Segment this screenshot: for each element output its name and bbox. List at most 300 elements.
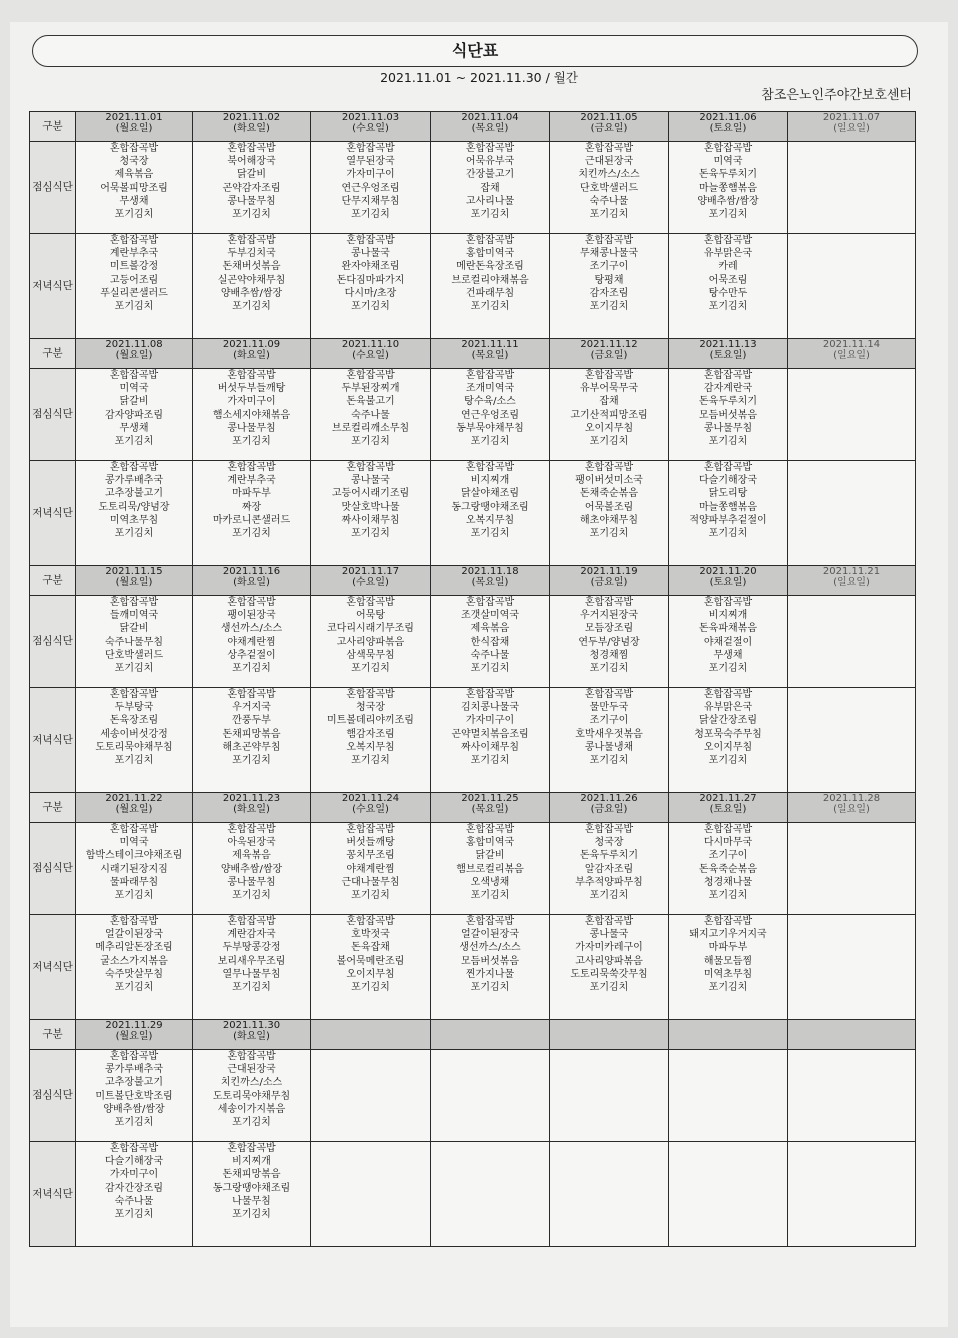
menu-item: 연근우엉조림: [461, 409, 519, 421]
menu-item: 포기김치: [708, 663, 748, 675]
day-date: 2021.11.29: [105, 1020, 163, 1031]
menu-item: 해물모듬찜: [703, 955, 753, 967]
day-weekday: (금요일): [590, 577, 628, 588]
menu-item: 동그랑땡야채조림: [212, 1182, 291, 1194]
dinner-label: 저녁식단: [30, 234, 76, 339]
menu-item: 콩나물국: [589, 929, 629, 941]
menu-item: 브로컬리깨소무침: [331, 422, 410, 434]
menu-item: 혼합잡곡밥: [703, 597, 753, 608]
menu-item: 가자미구이: [109, 1169, 159, 1181]
menu-item: 가자미구이: [346, 169, 395, 181]
menu-item: 어묵볼피망조림: [100, 182, 168, 194]
day-date: 2021.11.04: [461, 112, 519, 123]
menu-item: 포기김치: [351, 755, 390, 767]
day-weekday: (일요일): [833, 577, 870, 588]
menu-item: 볼어묵메란조림: [336, 955, 405, 967]
menu-item: 비지찌개: [708, 610, 748, 622]
menu-item: 마카로니콘샐러드: [212, 514, 291, 526]
menu-item: 닭살야채조림: [461, 488, 519, 500]
menu-item: 동부묵야채무침: [456, 422, 524, 434]
dinner-menu-cell: [550, 915, 669, 1020]
menu-item: 두부탕국: [114, 702, 154, 714]
lunch-label: 점심식단: [30, 142, 76, 234]
menu-item: 혼합잡곡밥: [703, 824, 753, 835]
menu-item: 혼합잡곡밥: [109, 916, 159, 927]
menu-item: 깐풍두부: [232, 715, 271, 727]
dinner-menu-cell: [669, 1142, 788, 1247]
menu-item: 포기김치: [470, 209, 510, 221]
menu-item: 돈채피망볶음: [222, 728, 281, 740]
menu-item: 포기김치: [114, 301, 154, 313]
menu-item: 오이지무침: [346, 968, 395, 980]
menu-item: 나물무침: [232, 1195, 271, 1207]
menu-item: 얼갈이된장국: [461, 929, 519, 941]
lunch-menu-cell: [550, 596, 669, 688]
menu-item: 한식잡채: [470, 636, 510, 648]
menu-item: 포기김치: [589, 982, 629, 994]
menu-item: 홍합미역국: [465, 248, 515, 260]
day-weekday: (금요일): [590, 123, 628, 134]
menu-item: 고사리양파볶음: [575, 955, 643, 967]
menu-item: 미트볼강정: [109, 261, 159, 273]
dinner-menu-cell: [76, 234, 193, 339]
menu-item: 메추리알돈장조림: [95, 942, 173, 954]
menu-item: 연두부/양념장: [578, 636, 640, 648]
menu-item: 포기김치: [589, 755, 629, 767]
menu-item: 굴소스가지볶음: [100, 955, 168, 967]
day-date: 2021.11.13: [699, 339, 757, 350]
day-header: [193, 793, 311, 823]
date-period: 2021.11.01 ~ 2021.11.30 / 월간: [380, 70, 578, 85]
menu-item: 숙주나물: [351, 409, 390, 421]
menu-item: 혼합잡곡밥: [109, 235, 159, 246]
day-header: [788, 112, 916, 142]
day-date: 2021.11.14: [822, 339, 881, 350]
dinner-menu-cell: [550, 234, 669, 339]
day-weekday: (월요일): [115, 123, 153, 134]
day-date: 2021.11.03: [341, 112, 400, 123]
lunch-menu-cell: [669, 369, 788, 461]
day-weekday: (일요일): [833, 804, 870, 815]
section-label: 구분: [30, 112, 76, 142]
menu-item: 혼합잡곡밥: [465, 370, 515, 381]
menu-item: 돈육두루치기: [580, 850, 638, 862]
lunch-menu-cell: [431, 823, 550, 915]
menu-item: 비지찌개: [232, 1156, 271, 1168]
day-date: 2021.11.23: [222, 793, 281, 804]
lunch-label: 점심식단: [30, 369, 76, 461]
menu-item: 혼합잡곡밥: [227, 370, 276, 381]
menu-item: 단호박샐러드: [105, 649, 163, 661]
lunch-menu-cell: [193, 142, 311, 234]
lunch-menu-cell: [669, 1050, 788, 1142]
menu-item: 탕평채: [594, 274, 624, 286]
menu-item: 포기김치: [708, 982, 748, 994]
day-date: 2021.11.09: [222, 339, 281, 350]
day-header: [669, 112, 788, 142]
menu-item: 혼합잡곡밥: [109, 597, 159, 608]
menu-item: 탕수만두: [708, 287, 748, 299]
day-header: [788, 566, 916, 596]
menu-item: 햄감자조림: [346, 728, 395, 740]
day-header: [550, 112, 669, 142]
menu-item: 실곤약야채무침: [217, 274, 286, 286]
lunch-menu-cell: [550, 369, 669, 461]
menu-item: 미트볼단호박조림: [95, 1090, 173, 1102]
dinner-menu-cell: [431, 1142, 550, 1247]
menu-item: 삼색묵무침: [346, 649, 395, 661]
week-header-row: [30, 793, 916, 823]
menu-item: 콩가루배추국: [105, 475, 163, 487]
menu-item: 양배추쌈/쌈장: [220, 287, 283, 299]
menu-item: 아욱된장국: [227, 837, 276, 849]
menu-item: 어묵유부국: [465, 156, 515, 168]
menu-item: 유부맑은국: [703, 702, 753, 714]
day-header: [788, 1020, 916, 1050]
menu-item: 포기김치: [114, 209, 154, 221]
menu-item: 혼합잡곡밥: [346, 916, 395, 927]
menu-item: 포기김치: [589, 209, 629, 221]
lunch-menu-cell: [788, 596, 916, 688]
dinner-menu-cell: [788, 915, 916, 1020]
day-header: [431, 112, 550, 142]
menu-item: 고추장불고기: [105, 1077, 163, 1089]
menu-item: 미역초무침: [109, 514, 159, 526]
menu-item: 혼합잡곡밥: [109, 824, 159, 835]
menu-item: 완자야채조림: [341, 261, 400, 273]
menu-item: 근대된장국: [584, 156, 634, 168]
day-weekday: (토요일): [709, 577, 747, 588]
menu-item: 혼합잡곡밥: [346, 689, 395, 700]
dinner-label: 저녁식단: [30, 688, 76, 793]
day-weekday: (월요일): [115, 1031, 153, 1042]
menu-item: 탕수육/소스: [464, 396, 516, 408]
day-weekday: (화요일): [233, 804, 270, 815]
menu-item: 다시마/초장: [344, 287, 397, 299]
menu-item: 야채계란찜: [227, 636, 276, 648]
menu-item: 마늘쫑햄볶음: [699, 182, 757, 194]
menu-item: 포기김치: [114, 890, 154, 902]
day-date: 2021.11.01: [105, 112, 163, 123]
dinner-menu-cell: [193, 1142, 311, 1247]
menu-item: 감자조림: [589, 287, 629, 299]
day-weekday: (화요일): [233, 1031, 270, 1042]
menu-item: 가자미카레구이: [575, 942, 643, 954]
menu-item: 단무지채무침: [341, 195, 400, 207]
menu-item: 호박젓국: [351, 929, 390, 941]
menu-table: [29, 111, 916, 1247]
menu-item: 곤약멸치볶음조림: [451, 728, 529, 740]
lunch-menu-cell: [76, 1050, 193, 1142]
menu-item: 모듬버섯볶음: [699, 409, 757, 421]
day-weekday: (화요일): [233, 577, 270, 588]
menu-item: 꽁치무조림: [346, 850, 395, 862]
menu-item: 포기김치: [232, 755, 271, 767]
day-header: [550, 339, 669, 369]
menu-item: 콩나물국: [351, 248, 390, 260]
menu-item: 팽이버섯미소국: [575, 475, 643, 487]
menu-item: 열무된장국: [346, 156, 395, 168]
menu-item: 감자간장조림: [105, 1182, 163, 1194]
menu-item: 계란부추국: [227, 475, 276, 487]
menu-item: 혼합잡곡밥: [584, 916, 634, 927]
menu-item: 버섯두부들깨탕: [217, 383, 286, 395]
menu-item: 포기김치: [708, 301, 748, 313]
menu-item: 포기김치: [708, 890, 748, 902]
lunch-row: [30, 142, 916, 234]
menu-item: 도토리묵야채무침: [95, 741, 173, 753]
menu-item: 혼합잡곡밥: [703, 916, 753, 927]
menu-item: 브로컬리야채볶음: [451, 274, 529, 286]
day-header: [550, 793, 669, 823]
menu-item: 무생채: [119, 422, 149, 434]
menu-item: 혼합잡곡밥: [346, 370, 395, 381]
day-date: 2021.11.07: [822, 112, 881, 123]
menu-item: 짜사이채무침: [341, 514, 400, 526]
section-label: 구분: [30, 793, 76, 823]
menu-item: 양배추쌈/쌈장: [697, 195, 759, 207]
day-date: 2021.11.21: [822, 566, 881, 577]
menu-item: 간장불고기: [465, 169, 515, 181]
menu-item: 혼합잡곡밥: [227, 916, 276, 927]
day-date: 2021.11.28: [822, 793, 881, 804]
section-label: 구분: [30, 339, 76, 369]
section-label: 구분: [30, 566, 76, 596]
menu-item: 돈육파채볶음: [699, 623, 757, 635]
day-header: [669, 566, 788, 596]
day-header: [550, 566, 669, 596]
dinner-menu-cell: [431, 461, 550, 566]
menu-item: 맛살호박나물: [341, 501, 400, 513]
lunch-menu-cell: [311, 596, 431, 688]
week-header-row: [30, 339, 916, 369]
menu-item: 짜장: [241, 501, 262, 513]
day-date: 2021.11.25: [461, 793, 519, 804]
menu-item: 치킨까스/소스: [220, 1077, 283, 1089]
menu-item: 근대나물무침: [341, 876, 400, 888]
day-date: 2021.11.20: [699, 566, 757, 577]
menu-item: 얼갈이된장국: [105, 929, 163, 941]
menu-item: 오이지무침: [703, 741, 753, 753]
menu-item: 혼합잡곡밥: [227, 824, 276, 835]
menu-item: 혼합잡곡밥: [465, 235, 515, 246]
dinner-label: 저녁식단: [30, 915, 76, 1020]
day-date: 2021.11.30: [222, 1020, 281, 1031]
menu-item: 잡채: [480, 182, 500, 194]
menu-item: 혼합잡곡밥: [584, 235, 634, 246]
menu-item: 혼합잡곡밥: [346, 235, 395, 246]
menu-item: 치킨까스/소스: [578, 169, 640, 181]
dinner-menu-cell: [76, 461, 193, 566]
lunch-menu-cell: [311, 369, 431, 461]
menu-item: 혼합잡곡밥: [584, 689, 634, 700]
day-header: [550, 1020, 669, 1050]
menu-item: 포기김치: [708, 436, 748, 448]
lunch-menu-cell: [76, 823, 193, 915]
menu-item: 혼합잡곡밥: [584, 462, 634, 473]
menu-item: 고사리나물: [465, 195, 515, 207]
day-weekday: (목요일): [471, 350, 509, 361]
section-label: 구분: [30, 1020, 76, 1050]
menu-item: 제육볶음: [114, 169, 154, 181]
day-weekday: (화요일): [233, 123, 270, 134]
lunch-label: 점심식단: [30, 823, 76, 915]
menu-item: 숙주나물: [470, 649, 510, 661]
day-header: [311, 566, 431, 596]
lunch-menu-cell: [788, 142, 916, 234]
menu-item: 포기김치: [114, 1209, 154, 1221]
menu-item: 콩나물무침: [227, 876, 276, 888]
day-weekday: (월요일): [115, 577, 153, 588]
menu-item: 동그랑땡야채조림: [451, 501, 529, 513]
day-weekday: (월요일): [115, 350, 153, 361]
menu-item: 혼합잡곡밥: [109, 370, 159, 381]
menu-item: 양배추쌈/쌈장: [103, 1103, 165, 1115]
menu-item: 찐가지나물: [465, 968, 515, 980]
day-header: [311, 112, 431, 142]
menu-item: 세송이버섯강정: [100, 728, 168, 740]
menu-item: 김치콩나물국: [461, 702, 519, 714]
day-weekday: (일요일): [833, 350, 870, 361]
menu-item: 어묵볼조림: [584, 501, 634, 513]
dinner-menu-cell: [311, 461, 431, 566]
menu-item: 숙주나물무침: [105, 636, 163, 648]
menu-item: 혼합잡곡밥: [109, 462, 159, 473]
menu-item: 오복지무침: [465, 514, 515, 526]
menu-item: 곤약감자조림: [222, 182, 281, 194]
menu-item: 포기김치: [708, 755, 748, 767]
day-weekday: (일요일): [833, 123, 870, 134]
menu-item: 단호박샐러드: [580, 182, 638, 194]
menu-item: 포기김치: [351, 663, 390, 675]
menu-item: 고등어시래기조림: [331, 488, 410, 500]
day-weekday: (토요일): [709, 804, 747, 815]
menu-item: 모듬장조림: [584, 623, 634, 635]
menu-item: 포기김치: [589, 301, 629, 313]
menu-item: 조기구이: [589, 715, 629, 727]
day-header: [76, 566, 193, 596]
menu-item: 혼합잡곡밥: [346, 597, 395, 608]
dinner-menu-cell: [431, 915, 550, 1020]
lunch-menu-cell: [76, 596, 193, 688]
menu-item: 혼합잡곡밥: [109, 1051, 159, 1062]
menu-item: 두부김치국: [227, 248, 276, 260]
menu-item: 혼합잡곡밥: [227, 597, 276, 608]
day-weekday: (토요일): [709, 123, 747, 134]
menu-item: 해초곤약무침: [222, 741, 281, 753]
lunch-menu-cell: [550, 1050, 669, 1142]
menu-item: 홍합미역국: [465, 837, 515, 849]
day-weekday: (목요일): [471, 804, 509, 815]
lunch-menu-cell: [788, 369, 916, 461]
day-date: 2021.11.26: [580, 793, 638, 804]
menu-item: 포기김치: [351, 209, 390, 221]
menu-item: 혼합잡곡밥: [703, 143, 753, 154]
lunch-menu-cell: [550, 823, 669, 915]
day-weekday: (수요일): [352, 577, 389, 588]
menu-item: 숙주맛살무침: [105, 968, 163, 980]
dinner-menu-cell: [311, 688, 431, 793]
menu-item: 혼합잡곡밥: [346, 143, 395, 154]
menu-item: 마파두부: [232, 488, 271, 500]
menu-item: 포기김치: [232, 301, 271, 313]
menu-item: 돈육두루치기: [699, 396, 757, 408]
menu-item: 조갯살미역국: [461, 610, 519, 622]
dinner-menu-cell: [788, 461, 916, 566]
lunch-menu-cell: [193, 369, 311, 461]
lunch-row: [30, 823, 916, 915]
menu-item: 유부어묵무국: [580, 383, 638, 395]
menu-item: 다슬기해장국: [699, 475, 757, 487]
menu-item: 포기김치: [470, 982, 510, 994]
menu-item: 상추겉절이: [227, 649, 276, 661]
menu-item: 해초야채무침: [580, 514, 638, 526]
lunch-menu-cell: [788, 823, 916, 915]
dinner-menu-cell: [311, 915, 431, 1020]
menu-item: 푸실리콘샐러드: [100, 287, 168, 299]
menu-item: 생선까스/소스: [220, 623, 283, 635]
menu-item: 메란돈육장조림: [456, 261, 524, 273]
menu-item: 햄소세지야채볶음: [212, 409, 291, 421]
day-date: 2021.11.27: [699, 793, 757, 804]
menu-item: 들깨미역국: [109, 610, 159, 622]
lunch-menu-cell: [193, 596, 311, 688]
menu-item: 콩나물무침: [227, 195, 276, 207]
day-weekday: (수요일): [352, 123, 389, 134]
day-header: [311, 793, 431, 823]
menu-item: 적양파부추겉절이: [689, 514, 767, 526]
menu-item: 도토리묵쑥갓무침: [570, 968, 648, 980]
menu-item: 혼합잡곡밥: [227, 143, 276, 154]
menu-item: 포기김치: [232, 209, 271, 221]
day-weekday: (수요일): [352, 804, 389, 815]
menu-item: 가자미구이: [465, 715, 515, 727]
day-weekday: (토요일): [709, 350, 747, 361]
menu-item: 포기김치: [470, 663, 510, 675]
menu-item: 야채계란찜: [346, 863, 395, 875]
menu-item: 숙주나물: [114, 1195, 154, 1207]
day-header: [193, 339, 311, 369]
menu-item: 조기구이: [589, 261, 629, 273]
menu-item: 두부된장찌개: [341, 383, 400, 395]
day-weekday: (화요일): [233, 350, 270, 361]
day-date: 2021.11.19: [580, 566, 638, 577]
menu-item: 연근우엉조림: [341, 182, 400, 194]
menu-item: 미역초무침: [703, 968, 753, 980]
menu-item: 닭갈비: [475, 850, 505, 862]
menu-item: 포기김치: [470, 436, 510, 448]
menu-item: 혼합잡곡밥: [703, 462, 753, 473]
menu-item: 콩가루배추국: [105, 1064, 163, 1076]
dinner-menu-cell: [669, 915, 788, 1020]
menu-item: 함박스테이크야채조림: [85, 850, 183, 862]
menu-item: 청국장: [594, 837, 624, 849]
menu-item: 혼합잡곡밥: [465, 462, 515, 473]
dinner-label: 저녁식단: [30, 1142, 76, 1247]
menu-item: 닭살간장조림: [699, 715, 757, 727]
dinner-menu-cell: [311, 234, 431, 339]
day-date: 2021.11.11: [461, 339, 519, 350]
day-header: [431, 566, 550, 596]
dinner-menu-cell: [193, 461, 311, 566]
menu-item: 오이지무침: [584, 422, 634, 434]
menu-item: 포기김치: [351, 301, 390, 313]
day-date: 2021.11.16: [222, 566, 281, 577]
dinner-label: 저녁식단: [30, 461, 76, 566]
dinner-menu-cell: [550, 461, 669, 566]
menu-item: 포기김치: [232, 528, 271, 540]
menu-item: 혼합잡곡밥: [109, 689, 159, 700]
